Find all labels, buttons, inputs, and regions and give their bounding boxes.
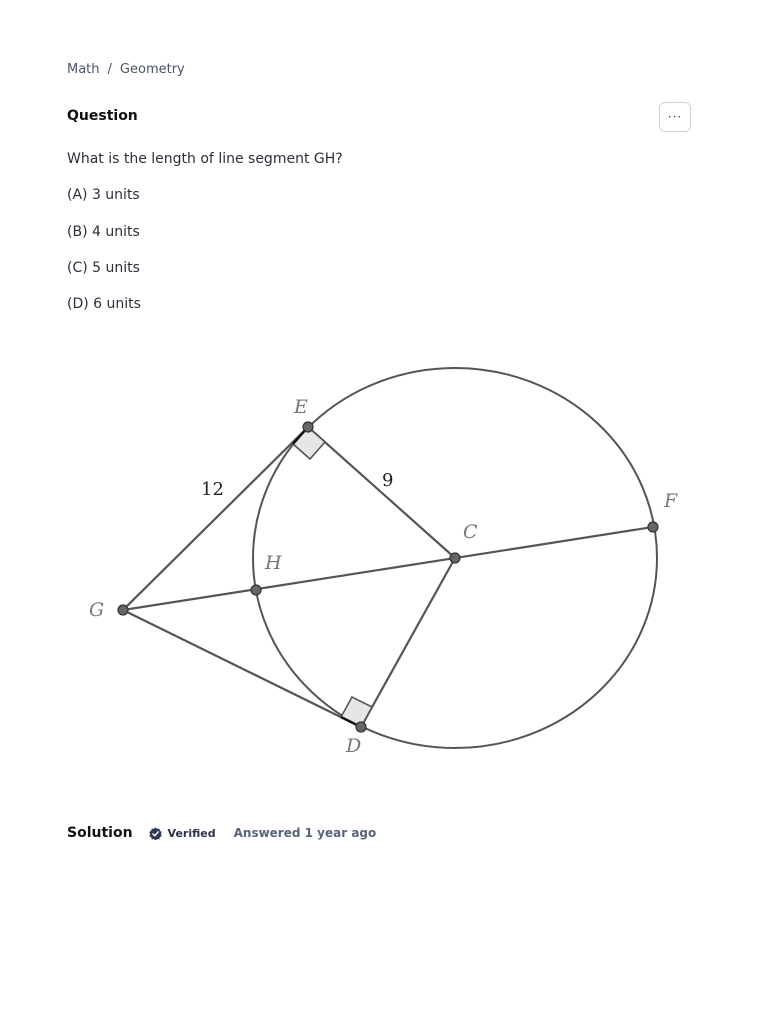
point-d: [356, 722, 366, 732]
label-f: F: [664, 490, 678, 512]
length-label-ec: 9: [382, 470, 394, 491]
option-c: (C) 5 units: [67, 260, 140, 276]
solution-header: [67, 825, 376, 841]
solution-heading: Solution: [67, 825, 133, 841]
option-d: (D) 6 units: [67, 296, 141, 312]
breadcrumb-item-math[interactable]: Math: [67, 62, 100, 77]
ellipsis-icon: ···: [667, 110, 683, 124]
point-c: [450, 553, 460, 563]
label-c: C: [463, 521, 478, 543]
segment-gf: [123, 527, 653, 610]
verified-badge-icon: [149, 827, 162, 840]
label-e: E: [294, 396, 308, 418]
right-angle-marker-d: [341, 697, 372, 727]
option-b: (B) 4 units: [67, 224, 140, 240]
segment-ge: [123, 427, 308, 610]
segment-dc: [361, 558, 455, 727]
verified-label: Verified: [167, 826, 216, 840]
answered-timestamp: Answered 1 year ago: [233, 826, 377, 840]
question-text: What is the length of line segment GH?: [67, 151, 343, 167]
point-g: [118, 605, 128, 615]
length-label-ge: 12: [201, 479, 224, 500]
segment-ec: [308, 427, 455, 558]
point-h: [251, 585, 261, 595]
label-h: H: [265, 552, 282, 574]
option-a: (A) 3 units: [67, 187, 140, 203]
breadcrumb-item-geometry[interactable]: Geometry: [119, 62, 185, 77]
question-heading: Question: [67, 108, 138, 124]
point-f: [648, 522, 658, 532]
label-d: D: [346, 735, 362, 757]
verified-badge: [149, 827, 216, 840]
label-g: G: [89, 599, 105, 621]
point-e: [303, 422, 313, 432]
breadcrumb-separator: /: [107, 62, 112, 77]
segment-gd: [123, 610, 361, 727]
